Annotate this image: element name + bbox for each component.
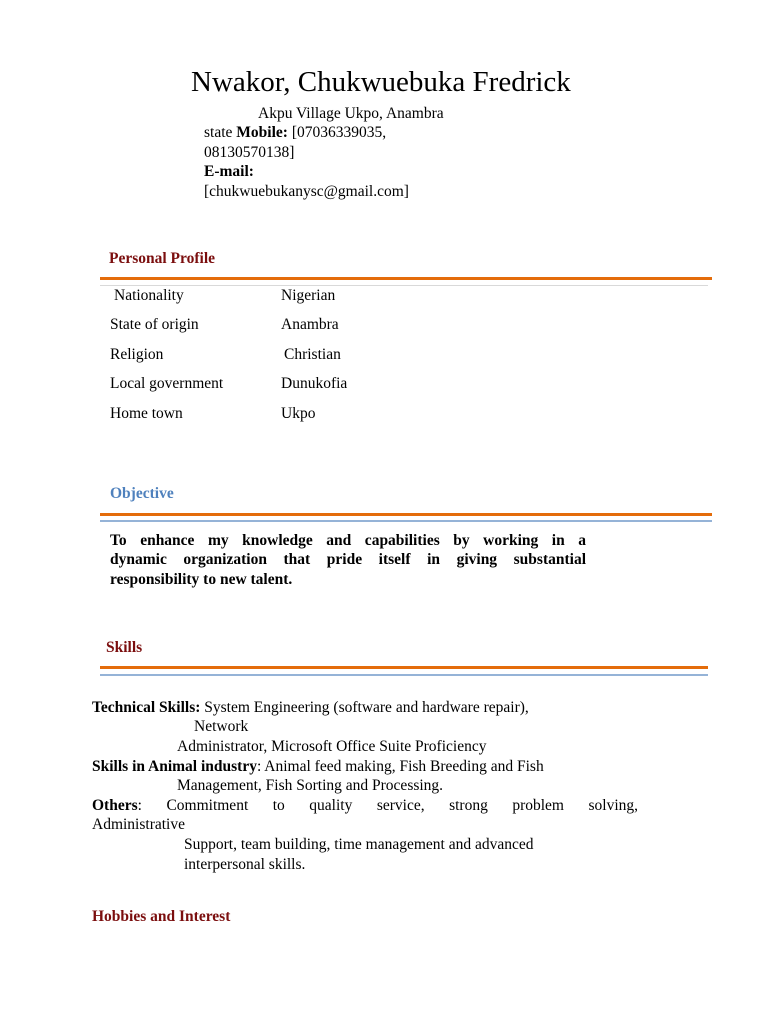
candidate-name: Nwakor, Chukwuebuka Fredrick [191, 66, 571, 98]
others-text: interpersonal skills. [184, 856, 306, 873]
animal-skills-text: Management, Fish Sorting and Processing. [177, 777, 444, 794]
profile-value-nationality: Nigerian [281, 287, 336, 304]
profile-label-lga: Local government [110, 375, 224, 392]
others-skills-line [92, 796, 638, 815]
objective-heading: Objective [110, 485, 174, 502]
profile-label-religion: Religion [110, 346, 164, 363]
profile-label-nationality: Nationality [114, 287, 184, 304]
animal-skills-line [92, 757, 544, 776]
objective-line: To enhance my knowledge and capabilities by working in a [110, 532, 586, 549]
mobile-value-2: 08130570138] [204, 144, 295, 161]
others-label: Others [92, 797, 138, 814]
profile-value-state: Anambra [281, 316, 339, 333]
technical-skills-text: Network [194, 718, 249, 735]
technical-skills-text: Administrator, Microsoft Office Suite Proficiency [177, 738, 487, 755]
section-divider [100, 277, 712, 280]
technical-skills-label: Technical Skills: [92, 699, 201, 716]
technical-skills-text: System Engineering (software and hardware repair), [200, 699, 529, 716]
others-text: : Commitment to quality service, strong problem solving, [137, 797, 638, 814]
email-value: [chukwuebukanysc@gmail.com] [204, 183, 409, 200]
section-divider [100, 513, 712, 516]
animal-skills-text: : Animal feed making, Fish Breeding and Fish [256, 758, 544, 775]
mobile-label: Mobile: [236, 124, 288, 141]
animal-skills-label: Skills in Animal industry [92, 758, 257, 775]
email-label: E-mail: [204, 163, 254, 180]
address-line: Akpu Village Ukpo, Anambra [258, 105, 444, 122]
address-state: state [204, 124, 237, 141]
section-divider-thin [100, 285, 708, 286]
others-text: Support, team building, time management and advanced [184, 836, 534, 853]
profile-value-religion: Christian [284, 346, 341, 363]
technical-skills-line [92, 698, 529, 717]
hobbies-heading: Hobbies and Interest [92, 908, 231, 925]
others-text: Administrative [92, 816, 185, 833]
section-divider-blue [100, 674, 708, 676]
objective-line: responsibility to new talent. [110, 571, 293, 588]
skills-heading: Skills [106, 639, 143, 656]
objective-line: dynamic organization that pride itself in giving substantial [110, 551, 586, 568]
mobile-value: [07036339035, [287, 124, 387, 141]
personal-profile-heading: Personal Profile [109, 250, 216, 267]
mobile-line [204, 123, 386, 142]
profile-label-hometown: Home town [110, 405, 183, 422]
section-divider [100, 666, 708, 669]
section-divider-blue [100, 520, 712, 522]
profile-value-lga: Dunukofia [281, 375, 348, 392]
profile-value-hometown: Ukpo [281, 405, 316, 422]
profile-label-state: State of origin [110, 316, 199, 333]
